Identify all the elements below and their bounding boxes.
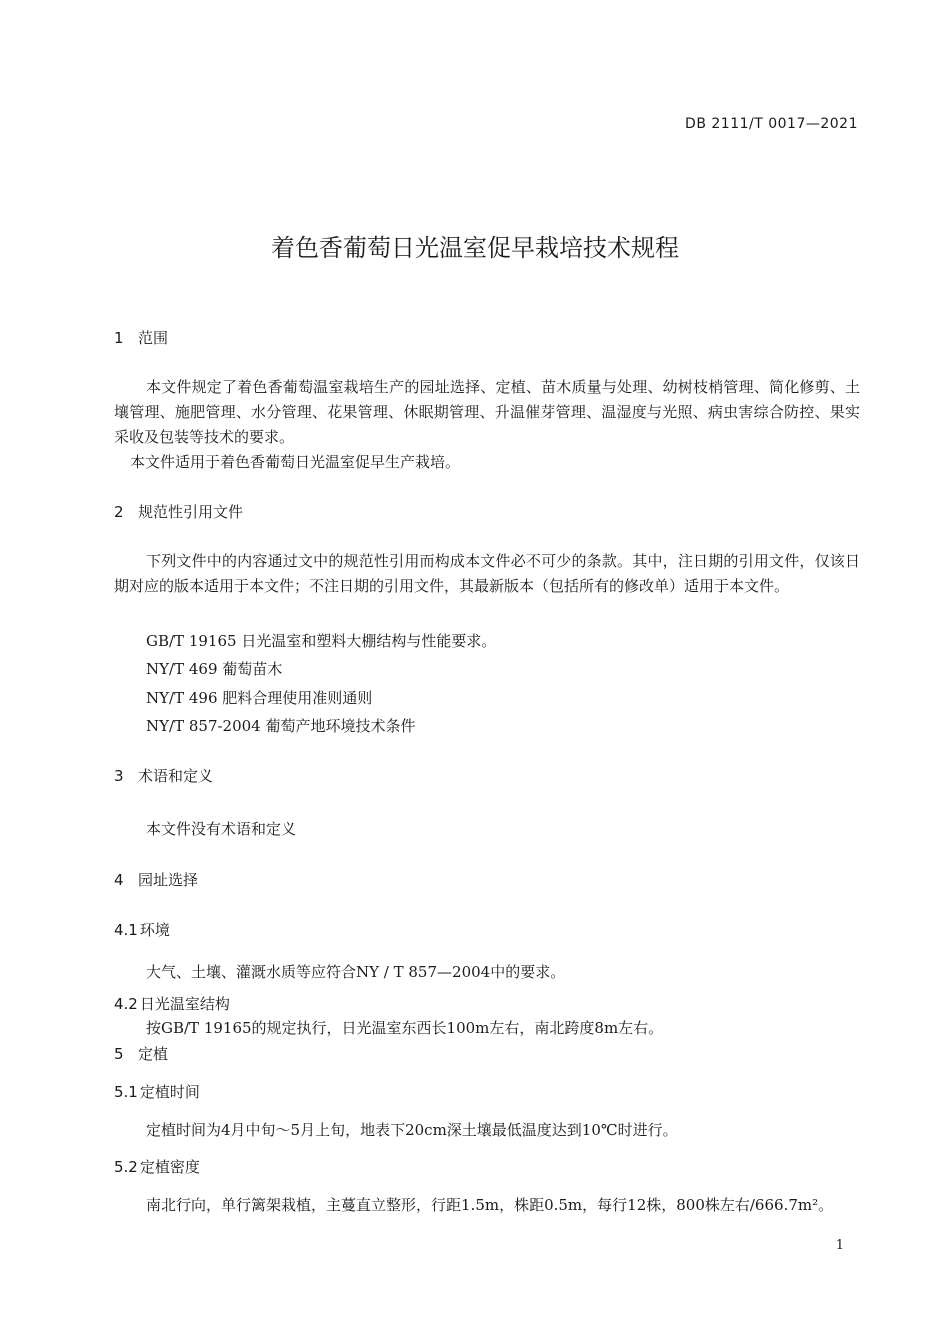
- paragraph: 大气、土壤、灌溉水质等应符合NY / T 857—2004中的要求。: [146, 963, 566, 981]
- section-1-heading: [114, 327, 168, 348]
- paragraph: 本文件规定了着色香葡萄温室栽培生产的园址选择、定植、苗木质量与处理、幼树枝梢管理、简化修剪、土壤管理、施肥管理、水分管理、花果管理、休眠期管理、升温催芽管理、温湿度与光照、病虫害综合防控、果实采收及包装等技术的要求。: [114, 378, 860, 446]
- section-title: 园址选择: [138, 871, 199, 889]
- section-title: 环境: [139, 921, 170, 939]
- reference-item: GB/T 19165 日光温室和塑料大棚结构与性能要求。: [146, 632, 497, 650]
- paragraph: 定植时间为4月中旬～5月上旬，地表下20cm深土壤最低温度达到10℃时进行。: [146, 1121, 678, 1139]
- section-2-heading: [114, 501, 243, 522]
- section-number: 5.2: [114, 1158, 138, 1176]
- section-5-1-heading: [114, 1081, 200, 1102]
- reference-item: NY/T 469 葡萄苗木: [146, 660, 283, 678]
- section-number: 5.1: [114, 1083, 138, 1101]
- section-number: 4.1: [114, 921, 138, 939]
- section-4-heading: [114, 869, 198, 890]
- section-5-heading: [114, 1043, 168, 1064]
- section-4-2-heading: [114, 993, 230, 1014]
- page-number: 1: [835, 1238, 844, 1253]
- section-title: 定植时间: [139, 1083, 200, 1101]
- reference-item: NY/T 496 肥料合理使用准则通则: [146, 689, 373, 707]
- paragraph: 下列文件中的内容通过文中的规范性引用而构成本文件必不可少的条款。其中，注日期的引用文件，仅该日期对应的版本适用于本文件；不注日期的引用文件，其最新版本（包括所有的修改单）适用于本文件。: [114, 552, 860, 595]
- section-title: 规范性引用文件: [138, 503, 244, 521]
- paragraph: 按GB/T 19165的规定执行，日光温室东西长100m左右，南北跨度8m左右。: [146, 1019, 664, 1037]
- section-number: 4: [114, 871, 124, 889]
- paragraph: 南北行向，单行篱架栽植，主蔓直立整形，行距1.5m，株距0.5m，每行12株，800株左右/666.7m²。: [146, 1196, 834, 1214]
- section-5-2-heading: [114, 1156, 200, 1177]
- document-number: DB 2111/T 0017—2021: [685, 116, 858, 132]
- section-number: 3: [114, 767, 124, 785]
- paragraph: 本文件适用于着色香葡萄日光温室促早生产栽培。: [130, 453, 461, 471]
- section-number: 2: [114, 503, 124, 521]
- reference-item: NY/T 857-2004 葡萄产地环境技术条件: [146, 717, 416, 735]
- section-title: 日光温室结构: [139, 995, 230, 1013]
- section-title: 术语和定义: [138, 767, 214, 785]
- section-4-1-heading: [114, 919, 170, 940]
- section-title: 定植密度: [139, 1158, 200, 1176]
- document-title: 着色香葡萄日光温室促早栽培技术规程: [271, 234, 679, 262]
- paragraph: 本文件没有术语和定义: [146, 820, 297, 838]
- section-number: 5: [114, 1045, 124, 1063]
- section-3-heading: [114, 765, 213, 786]
- section-title: 范围: [138, 329, 169, 347]
- section-number: 4.2: [114, 995, 138, 1013]
- section-title: 定植: [138, 1045, 169, 1063]
- section-number: 1: [114, 329, 124, 347]
